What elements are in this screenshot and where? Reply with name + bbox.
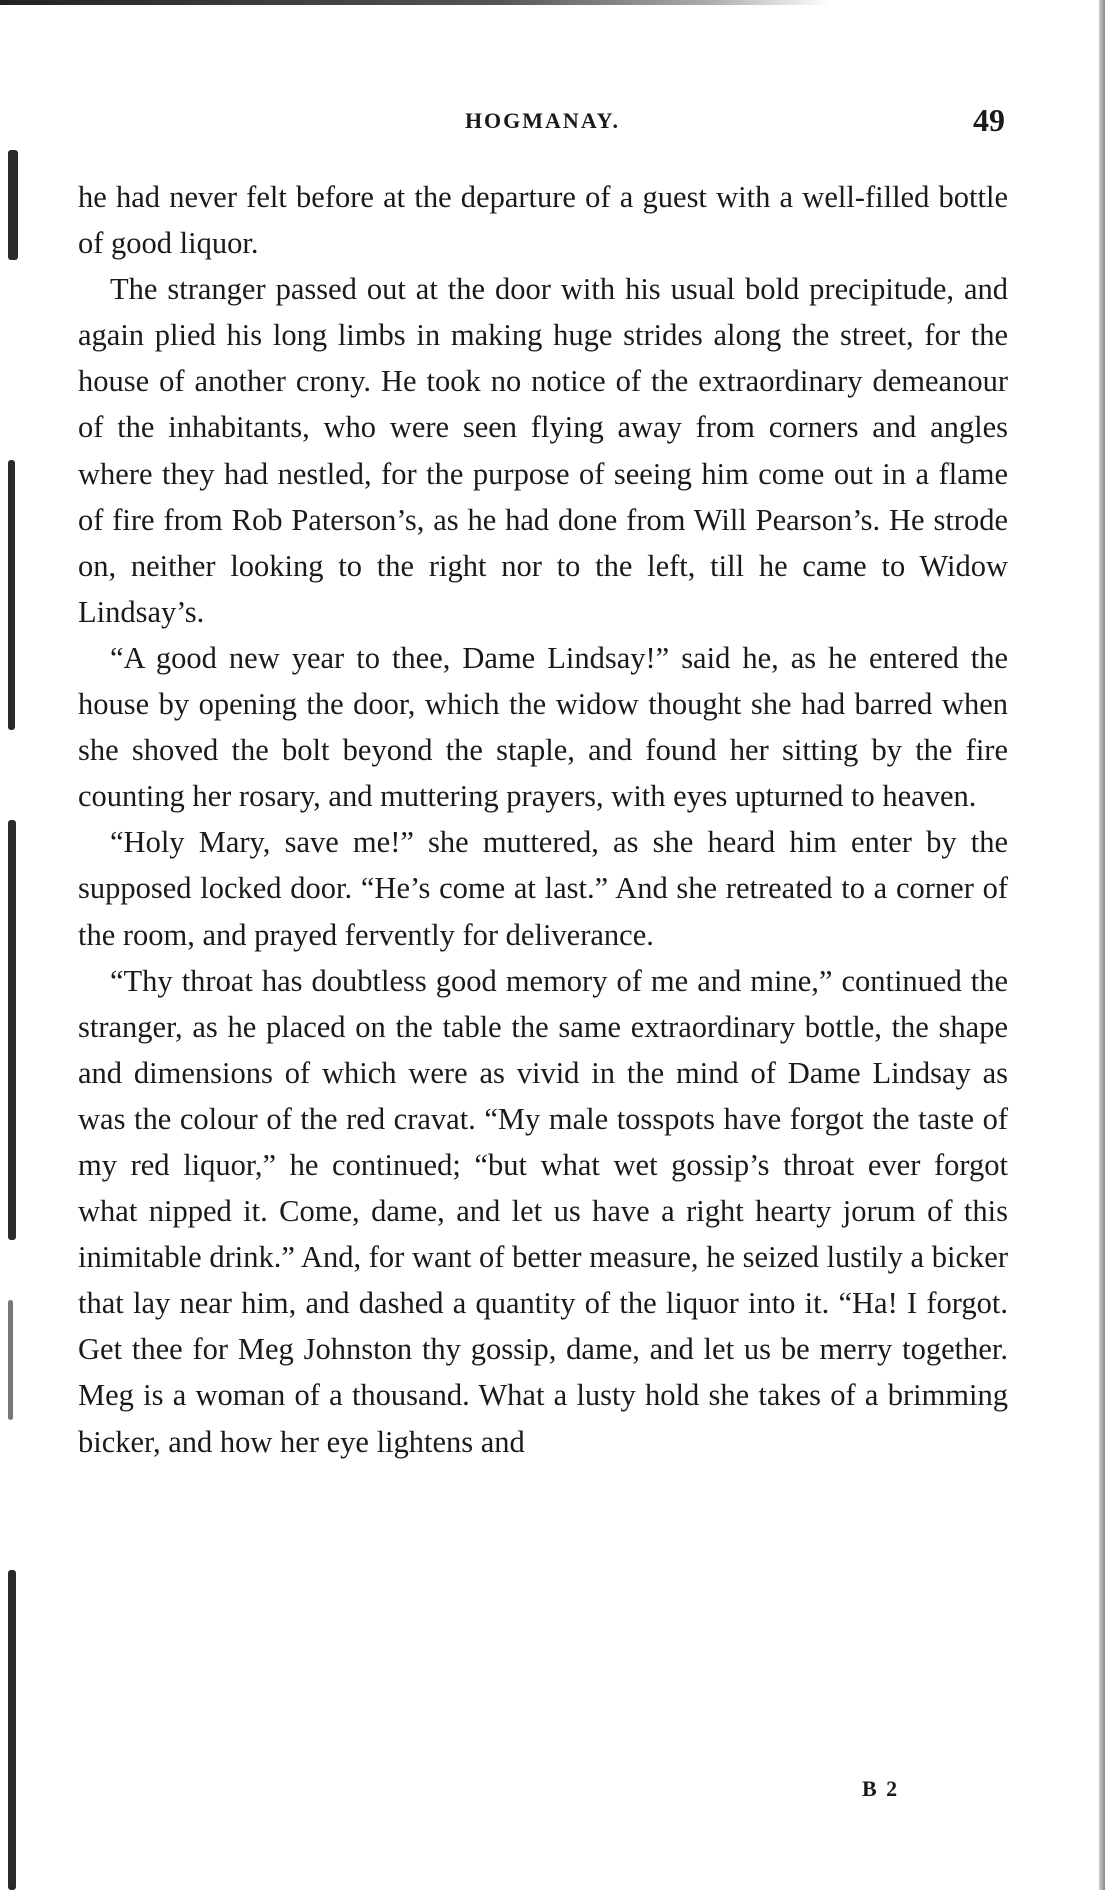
page-edge	[1099, 0, 1105, 1890]
running-head: HOGMANAY.	[464, 108, 621, 133]
page-header	[80, 102, 1005, 142]
paragraph: he had never felt before at the departure of a guest with a well-filled bottle of good liquor.	[78, 180, 1008, 261]
paragraph: “Thy throat has doubtless good memory of me and mine,” continued the stranger, as he placed on the table the same extraordinary bottle, the shape and dimensions of which were as vivid in the mind of Dame Lindsay as was the colour of the red cravat. “My male tosspots have forgot the taste of my red liquor,” he continued; “but what wet gossip’s throat ever forgot what nipped it. Come, dame, and let us have a right hearty jorum of this inimitable drink.” And, for want of better measure, he seized lustily a bicker that lay near him, and dashed a quantity of the liquor into it. “Ha! I forgot. Get thee for Meg Johnston thy gossip, dame, and let us be merry together. Meg is a woman of a thousand. What a lusty hold she takes of a brimming bicker, and how her eye lightens and	[78, 963, 1008, 1459]
paragraph: “Holy Mary, save me!” she muttered, as she heard him enter by the supposed locked door. “He’s come at last.” And she retreated to a corner of the room, and prayed fervently for deliverance.	[78, 825, 1008, 952]
top-rule	[0, 0, 830, 5]
paragraph: “A good new year to thee, Dame Lindsay!” said he, as he entered the house by opening the door, which the widow thought she had barred when she shoved the bolt beyond the staple, and found her sitting by the fire counting her rosary, and muttering prayers, with eyes upturned to heaven.	[78, 640, 1008, 814]
binding-mark	[8, 820, 16, 1240]
signature-mark: B 2	[862, 1776, 900, 1801]
text-body	[78, 174, 1008, 1465]
binding-mark	[8, 1570, 16, 1890]
page-number: 49	[973, 102, 1005, 138]
binding-mark	[8, 460, 15, 730]
binding-mark	[8, 1300, 13, 1420]
paragraph: The stranger passed out at the door with his usual bold precipitude, and again plied his long limbs in making huge strides along the street, for the house of another crony. He took no notice of the extraordinary demeanour of the inhabitants, who were seen flying away from corners and angles where they had nestled, for the purpose of seeing him come out in a flame of fire from Rob Paterson’s, as he had done from Will Pearson’s. He strode on, neither looking to the right nor to the left, till he came to Widow Lindsay’s.	[78, 272, 1008, 629]
binding-mark	[8, 150, 18, 260]
